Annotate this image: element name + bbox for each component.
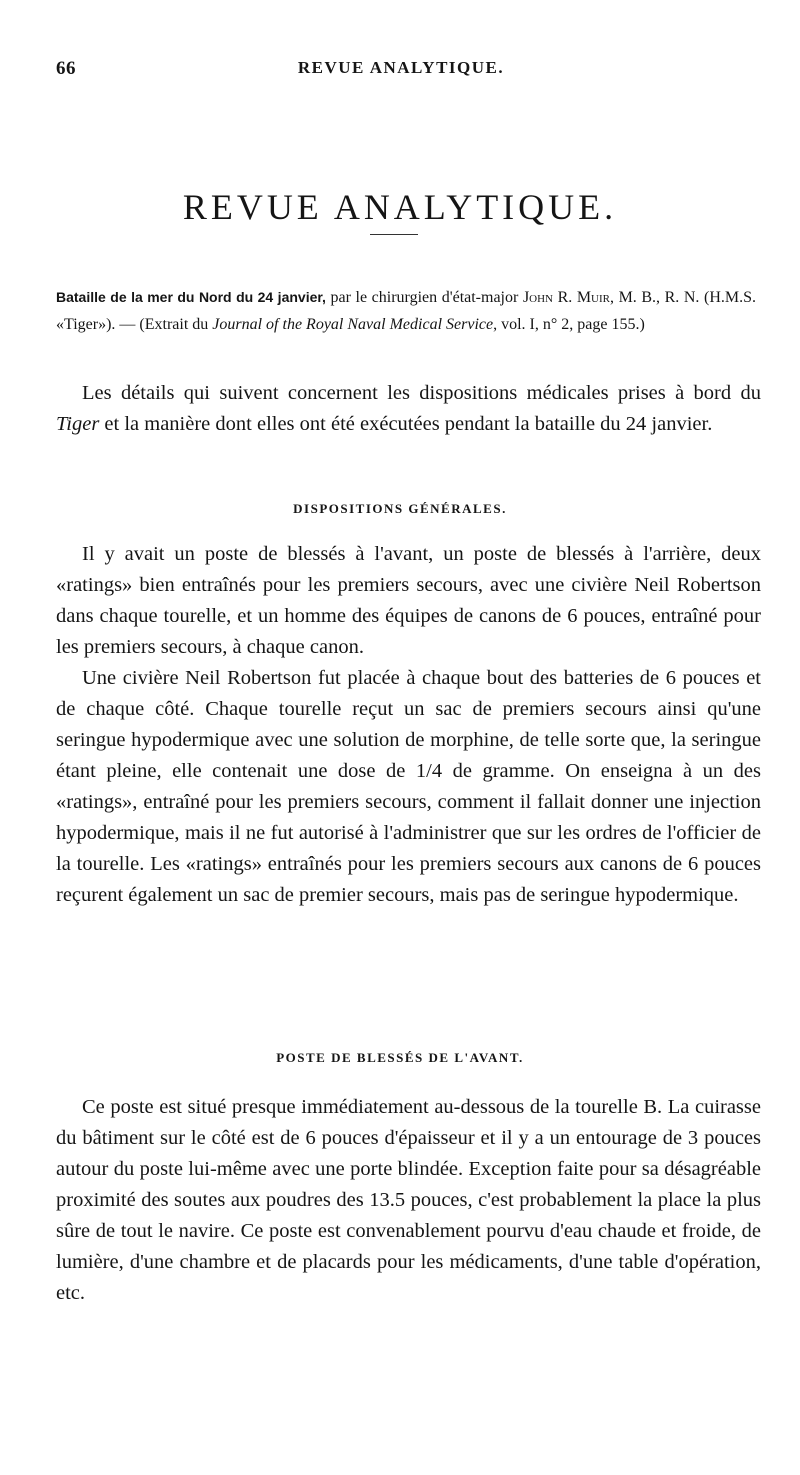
citation-author-intro: par le chirurgien d'état-major (325, 289, 519, 306)
paragraph: Une civière Neil Robertson fut placée à chaque bout des batteries de 6 pouces et de chaque côté. Chaque tourelle reçut un sac de premiers secours ainsi qu'une seringue hypodermique avec une solution de morphine, de telle sorte que, la seringue étant pleine, elle contenait une dose de 1/4 de gramme. On enseigna à un des «ratings», entraîné pour les premiers secours, comment il fallait donner une injection hypodermique, mais il ne fut autorisé à l'administrer que sur les ordres de l'officier de la tourelle. Les «ratings» entraînés pour les premiers secours aux canons de 6 pouces reçurent également un sac de premier secours, mais pas de seringue hypodermique. (56, 667, 761, 906)
title-divider (370, 234, 418, 235)
main-title: REVUE ANALYTIQUE. (182, 187, 618, 228)
page-number: 66 (56, 58, 76, 79)
running-head (56, 58, 746, 88)
running-title: REVUE ANALYTIQUE. (297, 58, 505, 77)
citation-ship: (H.M.S. «Tiger»). — (Extrait du (56, 289, 757, 333)
section-heading: POSTE DE BLESSÉS DE L'AVANT. (276, 1050, 524, 1065)
paragraph: Il y avait un poste de blessés à l'avant, un poste de blessés à l'arrière, deux «ratings» bien entraînés pour les premiers secours, avec une civière Neil Robertson dans chaque tourelle, et un homme des équipes de canons de 6 pouces, entraîné pour les premiers secours, à chaque canon. (56, 543, 761, 658)
citation-lead: Bataille de la mer du Nord du 24 janvier, (56, 289, 326, 305)
section-heading: DISPOSITIONS GÉNÉRALES. (293, 501, 507, 516)
section-body (56, 539, 761, 911)
ship-name: Tiger (56, 413, 100, 435)
intro-paragraph (56, 378, 761, 440)
citation-block (56, 284, 756, 338)
intro-text-after: et la manière dont elles ont été exécutées pendant la bataille du 24 janvier. (99, 413, 713, 435)
citation-journal: Journal of the Royal Naval Medical Service (212, 316, 494, 333)
citation-author-name: John R. Muir, M. B., R. N. (522, 289, 700, 306)
intro-text-before: Les détails qui suivent concernent les dispositions médicales prises à bord du (82, 382, 761, 404)
citation-reference: , vol. I, n° 2, page 155.) (493, 316, 645, 333)
paragraph: Ce poste est situé presque immédiatement au-dessous de la tourelle B. La cuirasse du bâtiment sur le côté est de 6 pouces d'épaisseur et il y a un entourage de 3 pouces autour du poste lui-même avec une porte blindée. Exception faite pour sa désagréable proximité des soutes aux poudres des 13.5 pouces, c'est probablement la place la plus sûre de tout le navire. Ce poste est convenablement pourvu d'eau chaude et froide, de lumière, d'une chambre et de placards pour les médicaments, d'une table d'opération, etc. (56, 1096, 761, 1304)
section-body (56, 1092, 761, 1309)
